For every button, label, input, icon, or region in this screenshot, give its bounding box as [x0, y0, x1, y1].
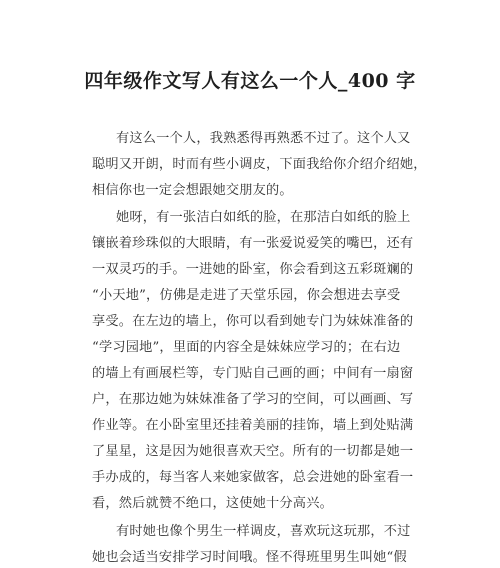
text-line: 有这么一个人，我熟悉得再熟悉不过了。这个人又 — [116, 131, 411, 146]
text-line: 户，在那边她为妹妹准备了学习的空间，可以画画、写 — [92, 392, 414, 407]
text-line: 镶嵌着珍珠似的大眼睛，有一张爱说爱笑的嘴巴，还有 — [92, 236, 414, 251]
text-line: 作业等。在小卧室里还挂着美丽的挂饰，墙上到处贴满 — [92, 418, 414, 433]
text-line: 有时她也像个男生一样调皮，喜欢玩这玩那，不过 — [116, 524, 411, 539]
text-line: 一双灵巧的手。一进她的卧室，你会看到这五彩斑斓的 — [92, 262, 414, 277]
text-line: 她也会适当安排学习时间哦。怪不得班里男生叫她“假 — [92, 550, 407, 565]
text-line: 的墙上有画展栏等，专门贴自己画的画；中间有一扇窗 — [92, 366, 414, 381]
text-line: 聪明又开朗，时而有些小调皮，下面我给你介绍介绍她， — [92, 157, 427, 172]
text-line: 了星星，这是因为她很喜欢天空。所有的一切都是她一 — [92, 444, 414, 459]
text-line: “小天地”，仿佛是走进了天堂乐园，你会想进去享受 — [92, 288, 401, 303]
text-line: 她呀，有一张洁白如纸的脸，在那洁白如纸的脸上 — [116, 210, 411, 225]
text-line: 看，然后就赞不绝口，这使她十分高兴。 — [92, 496, 333, 511]
text-line: 相信你也一定会想跟她交朋友的。 — [92, 183, 293, 198]
text-line: 手办成的，每当客人来她家做客，总会进她的卧室看一 — [92, 470, 414, 485]
text-line: “学习园地”，里面的内容全是妹妹应学习的；在右边 — [92, 340, 401, 355]
document-title: 四年级作文写人有这么一个人_400 字 — [84, 70, 416, 92]
text-line: 享受。在左边的墙上，你可以看到她专门为妹妹准备的 — [92, 314, 414, 329]
